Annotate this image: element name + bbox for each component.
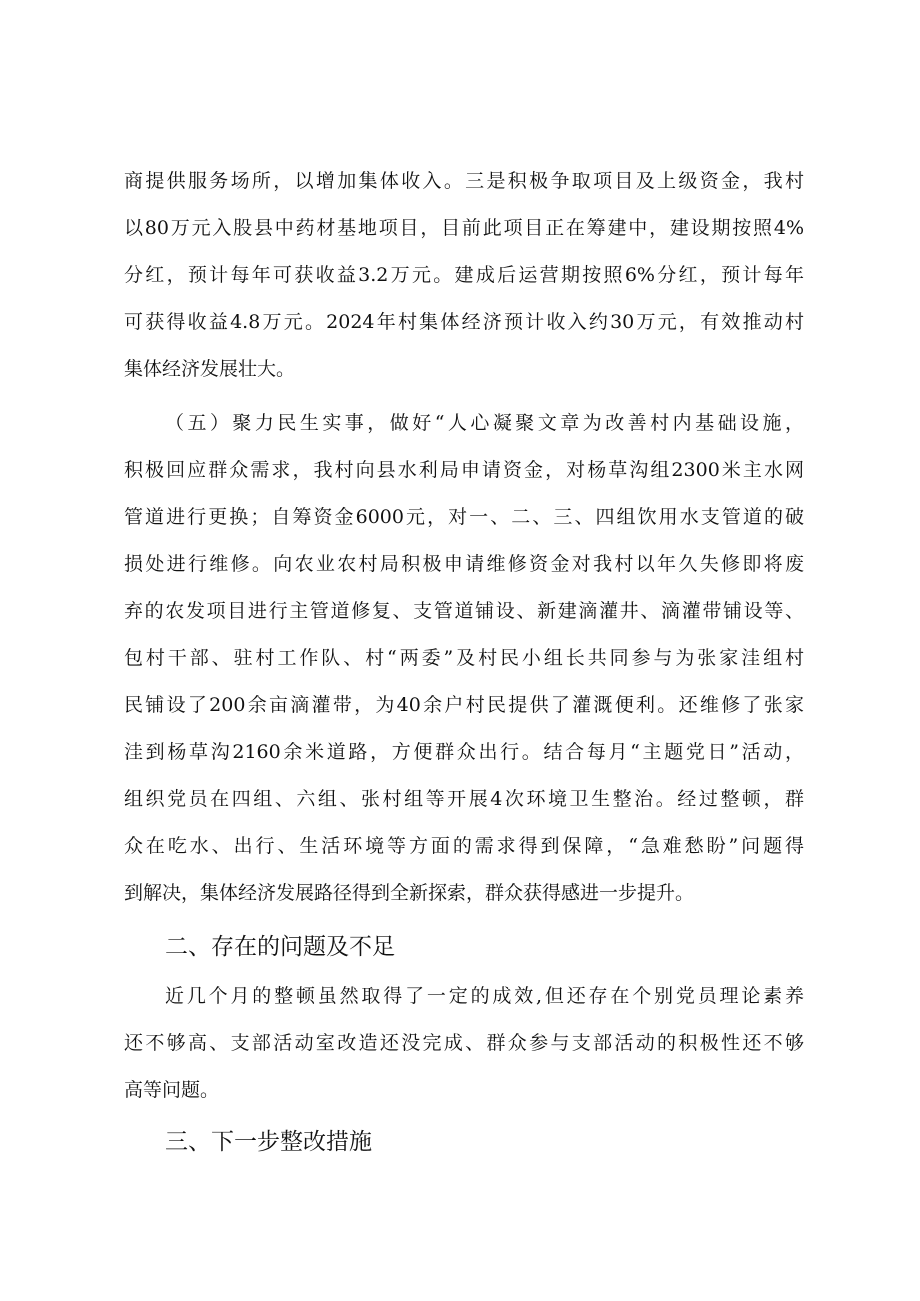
section-heading-problems: 二、存在的问题及不足 [165,934,395,960]
paragraph-2-line-10: 众在吃水、出行、生活环境等方面的需求得到保障，“急难愁盼”问题得 [124,835,804,857]
paragraph-1-line-5: 集体经济发展壮大。 [124,358,296,380]
paragraph-2-line-6: 包村干部、驻村工作队、村“两委”及村民小组长共同参与为张家洼组村 [124,647,804,669]
paragraph-2-line-2: 积极回应群众需求，我村向县水利局申请资金，对杨草沟组2300米主水网 [124,459,804,481]
paragraph-1-line-1: 商提供服务场所，以增加集体收入。三是积极争取项目及上级资金，我村 [124,170,804,192]
paragraph-1-line-2: 以80万元入股县中药材基地项目，目前此项目正在筹建中，建设期按照4% [124,217,804,239]
paragraph-2-line-7: 民铺设了200余亩滴灌带，为40余户村民提供了灌溉便利。还维修了张家 [124,694,804,716]
section-heading-next-steps: 三、下一步整改措施 [165,1129,372,1155]
paragraph-3-line-1: 近几个月的整顿虽然取得了一定的成效,但还存在个别党员理论素养 [165,985,804,1007]
paragraph-2-line-5: 弃的农发项目进行主管道修复、支管道铺设、新建滴灌井、滴灌带铺设等、 [124,600,804,622]
paragraph-3-line-2: 还不够高、支部活动室改造还没完成、群众参与支部活动的积极性还不够 [124,1032,804,1054]
paragraph-3-line-3: 高等问题。 [124,1079,220,1101]
paragraph-2-line-4: 损处进行维修。向农业农村局积极申请维修资金对我村以年久失修即将废 [124,553,804,575]
paragraph-2-line-1: （五）聚力民生实事，做好“人心凝聚文章为改善村内基础设施， [165,412,804,434]
paragraph-1-line-4: 可获得收益4.8万元。2024年村集体经济预计收入约30万元，有效推动村 [124,311,804,333]
paragraph-2-line-8: 洼到杨草沟2160余米道路，方便群众出行。结合每月“主题党日”活动， [124,741,804,763]
paragraph-1-line-3: 分红，预计每年可获收益3.2万元。建成后运营期按照6%分红，预计每年 [124,264,804,286]
paragraph-2-line-11: 到解决，集体经济发展路径得到全新探索，群众获得感进一步提升。 [124,882,695,904]
paragraph-2-line-9: 组织党员在四组、六组、张村组等开展4次环境卫生整治。经过整顿，群 [124,788,804,810]
paragraph-2-line-3: 管道进行更换；自筹资金6000元，对一、二、三、四组饮用水支管道的破 [124,506,804,528]
